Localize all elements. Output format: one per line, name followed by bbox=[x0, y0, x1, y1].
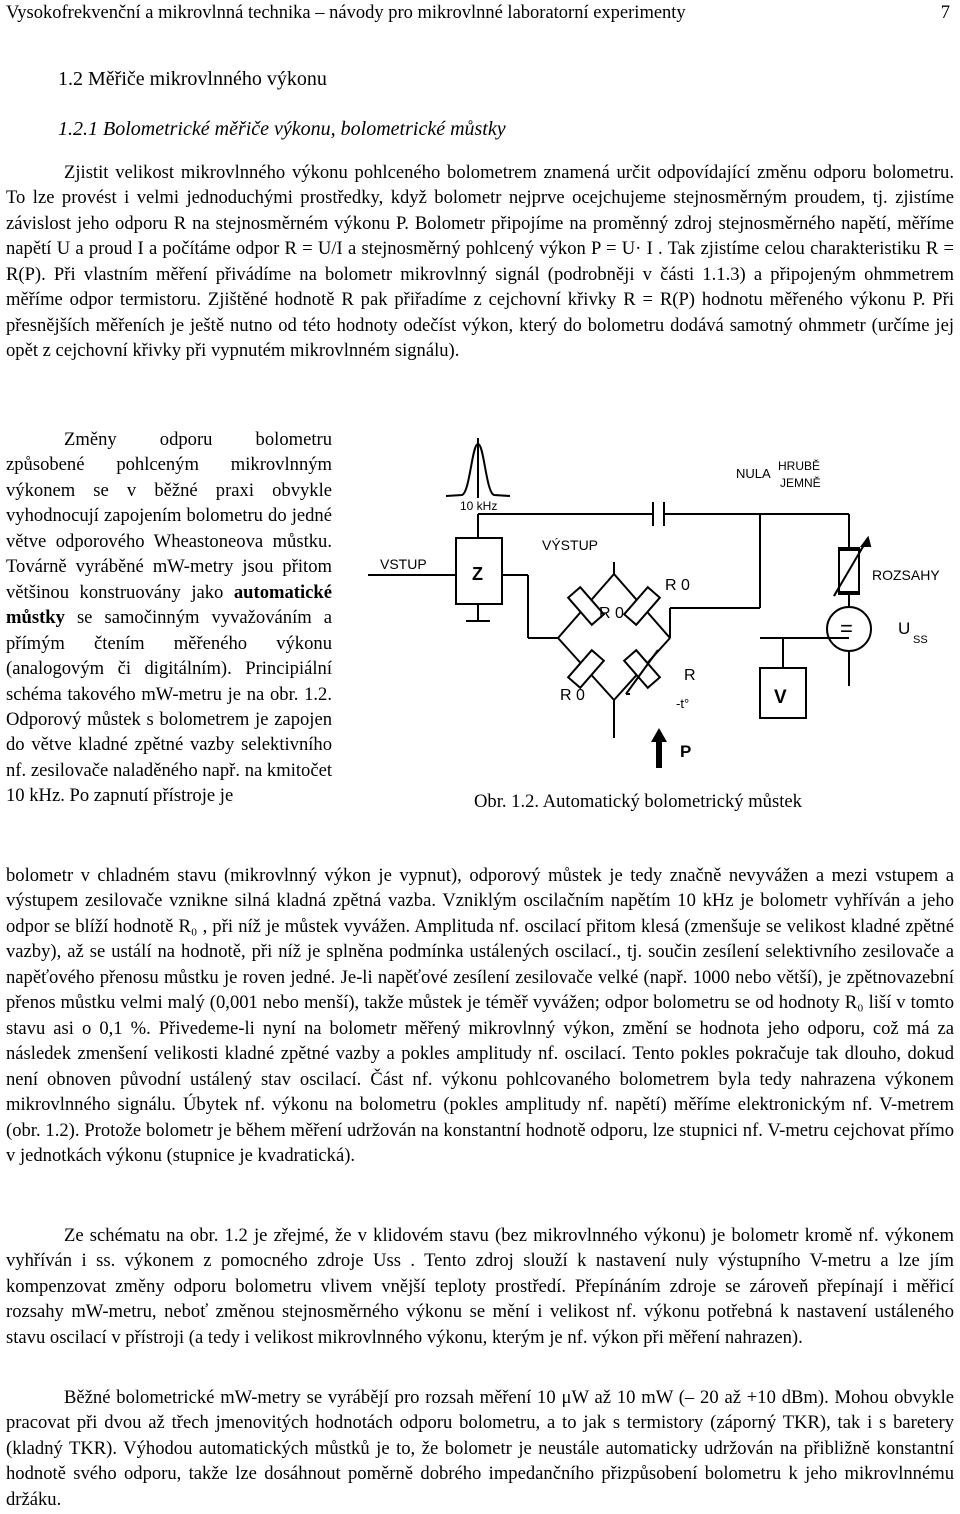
section-heading: 1.2 Měřiče mikrovlnného výkonu bbox=[58, 68, 327, 90]
paragraph-commercial bbox=[6, 1385, 954, 1512]
column-text-b: se samočinným vyvažováním a přímým čtením měřeného výkonu (analogovým či digitálním). Principiální schéma takového mW-metru je na obr. 1.2. Odporový můstek s bolometrem je zapojen do větve kladné zpětné vazby selektivního nf. zesilovače naladěného např. na kmitočet 10 kHz. Po zapnutí přístroje je bbox=[6, 607, 332, 807]
subsection-heading: 1.2.1 Bolometrické měřiče výkonu, bolometrické můstky bbox=[58, 118, 506, 140]
paragraph-commercial-text: Běžné bolometrické mW-metry se vyrábějí pro rozsah měření 10 μW až 10 mW (– 20 až +10 dBm). Mohou obvykle pracovat při dvou až třech jmenovitých hodnotách odporu bolometru, a to jak s termistory (záporný TKR), tak i s baretery (kladný TKR). Výhodou automatických můstků je to, že bolometr je neustále automaticky udržován na přibližně konstantní hodnotě svého odporu, takže lze dosáhnout poměrně dobrého impedančního přizpůsobení bolometru k jeho mikrovlnnému držáku. bbox=[6, 1387, 954, 1510]
coarse-label: HRUBĚ bbox=[778, 459, 821, 473]
page-number: 7 bbox=[940, 3, 950, 23]
paragraph-schematic bbox=[6, 1223, 954, 1350]
fine-label: JEMNĚ bbox=[780, 476, 821, 490]
r0-label-c: R 0 bbox=[560, 687, 585, 704]
filter-label: Z bbox=[472, 564, 483, 584]
uss-sub: SS bbox=[913, 634, 928, 646]
temp-label: -t° bbox=[676, 696, 690, 711]
paragraph-intro-text: Zjistit velikost mikrovlnného výkonu pohlceného bolometrem znamená určit odpovídající změnu odporu bolometru. To lze provést i velmi jednoduchými prostředky, když bolometr nejprve ocejchujeme stejnosměrným proudem, tj. zjistíme závislost jeho odporu R na stejnosměrném výkonu P. Bolometr připojíme na proměnný zdroj stejnosměrného napětí, měříme napětí U a proud I a počítáme odpor R = U/I a stejnosměrný pohlcený výkon P = U· I . Tak zjistíme celou charakteristiku R = R(P). Při vlastním měření přivádíme na bolometr mikrovlnný signál (podrobněji v části 1.1.3) a připojeným ohmmetrem měříme odpor termistoru. Zjištěné hodnotě R pak přiřadíme z cejchovní křivky R = R(P) hodnotu měřeného výkonu P. Při přesnějších měřeních je ještě nutno od této hodnoty odečíst výkon, který do bolometru dodává samotný ohmmetr (určíme jej opět z cejchovní křivky při vypnutém mikrovlnném signálu). bbox=[6, 162, 954, 362]
paragraph-oscillation-text: bolometr v chladném stavu (mikrovlnný výkon je vypnut), odporový můstek je tedy značně nevyvážen a mezi vstupem a výstupem zesilovače vznikne silná kladná zpětná vazba. Vzniklým oscilačním napětím 10 kHz je bolometr vyhříván a jeho odpor se blíží hodnotě R₀ , při níž je můstek vyvážen. Amplituda nf. oscilací přitom klesá (zmenšuje se velikost kladné zpětné vazby), až se ustálí na hodnotě, při níž je splněna podmínka ustálených oscilací., tj. součin zesílení selektivního zesilovače a napěťového přenosu můstku je roven jedné. Je-li napěťové zesílení zesilovače velké (např. 1000 nebo větší), je zpětnovazební přenos můstku velmi malý (0,001 nebo menší), takže můstek je téměř vyvážen; odpor bolometru se od hodnoty R₀ liší v tomto stavu asi o 0,1 %. Přivedeme-li nyní na bolometr měřený mikrovlnný výkon, změní se hodnota jeho odporu, což má za následek zmenšení velikosti kladné zpětné vazby a pokles amplitudy nf. oscilací. Tento pokles pokračuje tak dlouho, dokud není obnoven původní ustálený stav oscilací. Část nf. výkonu pohlcovaného bolometrem byla tedy nahrazena výkonem mikrovlnného signálu. Úbytek nf. výkonu na bolometru (pokles amplitudy nf. napětí) měříme elektronickým nf. V-metrem (obr. 1.2). Protože bolometr je během měření udržován na konstantní hodnotě odporu, lze stupnici nf. V-metru cejchovat přímo v jednotkách výkonu (stupnice je kvadratická). bbox=[6, 865, 954, 1166]
bridge-schematic-overlay bbox=[368, 438, 958, 818]
schematic-drawing bbox=[368, 438, 958, 818]
voltmeter-label: V bbox=[774, 687, 787, 708]
freq-label: 10 kHz bbox=[460, 499, 498, 513]
figure-caption: Obr. 1.2. Automatický bolometrický můstek bbox=[474, 791, 802, 812]
paragraph-bridge-column bbox=[6, 427, 332, 809]
r-label: R bbox=[684, 667, 696, 684]
paragraph-schematic-text: Ze schématu na obr. 1.2 je zřejmé, že v klidovém stavu (bez mikrovlnného výkonu) je bolometr kromě nf. výkonem vyhříván i ss. výkonem z pomocného zdroje Uss . Tento zdroj slouží k nastavení nuly výstupního V-metru a lze jím kompenzovat změny odporu bolometru vlivem vnější teploty prostředí. Přepínáním zdroje se zároveň přepínají i měřicí rozsahy mW-metru, neboť změnou stejnosměrného výkonu se mění i velikost nf. výkonu potřebná k nastavení ustáleného stavu oscilací v přístroji (a tedy i velikost mikrovlnného výkonu, kterým je nf. výkon při měření nahrazen). bbox=[6, 1225, 954, 1348]
power-label: P bbox=[680, 742, 692, 761]
source-symbol: = bbox=[840, 616, 853, 641]
input-label: VSTUP bbox=[380, 556, 427, 572]
column-text-a: Změny odporu bolometru způsobené pohlceným mikrovlnným výkonem se v běžné praxi obvykle vyhodnocují zapojením bolometru do jedné větve odporového Wheastoneova můstku. Továrně vyráběné mW-metry jsou přitom většinou konstruovány jako bbox=[6, 429, 332, 603]
running-header bbox=[6, 2, 954, 24]
running-title: Vysokofrekvenční a mikrovlnná technika – návody pro mikrovlnné laboratorní experimenty bbox=[6, 3, 686, 23]
paragraph-oscillation bbox=[6, 863, 954, 1168]
r0-label-b: R 0 bbox=[665, 577, 690, 594]
ranges-label: ROZSAHY bbox=[872, 567, 940, 583]
null-label: NULA bbox=[736, 466, 771, 481]
column-bold-term: automatické můstky bbox=[6, 581, 332, 629]
uss-label: U bbox=[898, 619, 911, 638]
paragraph-intro bbox=[6, 160, 954, 364]
output-label: VÝSTUP bbox=[542, 537, 599, 553]
r0-label-a: R 0 bbox=[599, 605, 624, 622]
